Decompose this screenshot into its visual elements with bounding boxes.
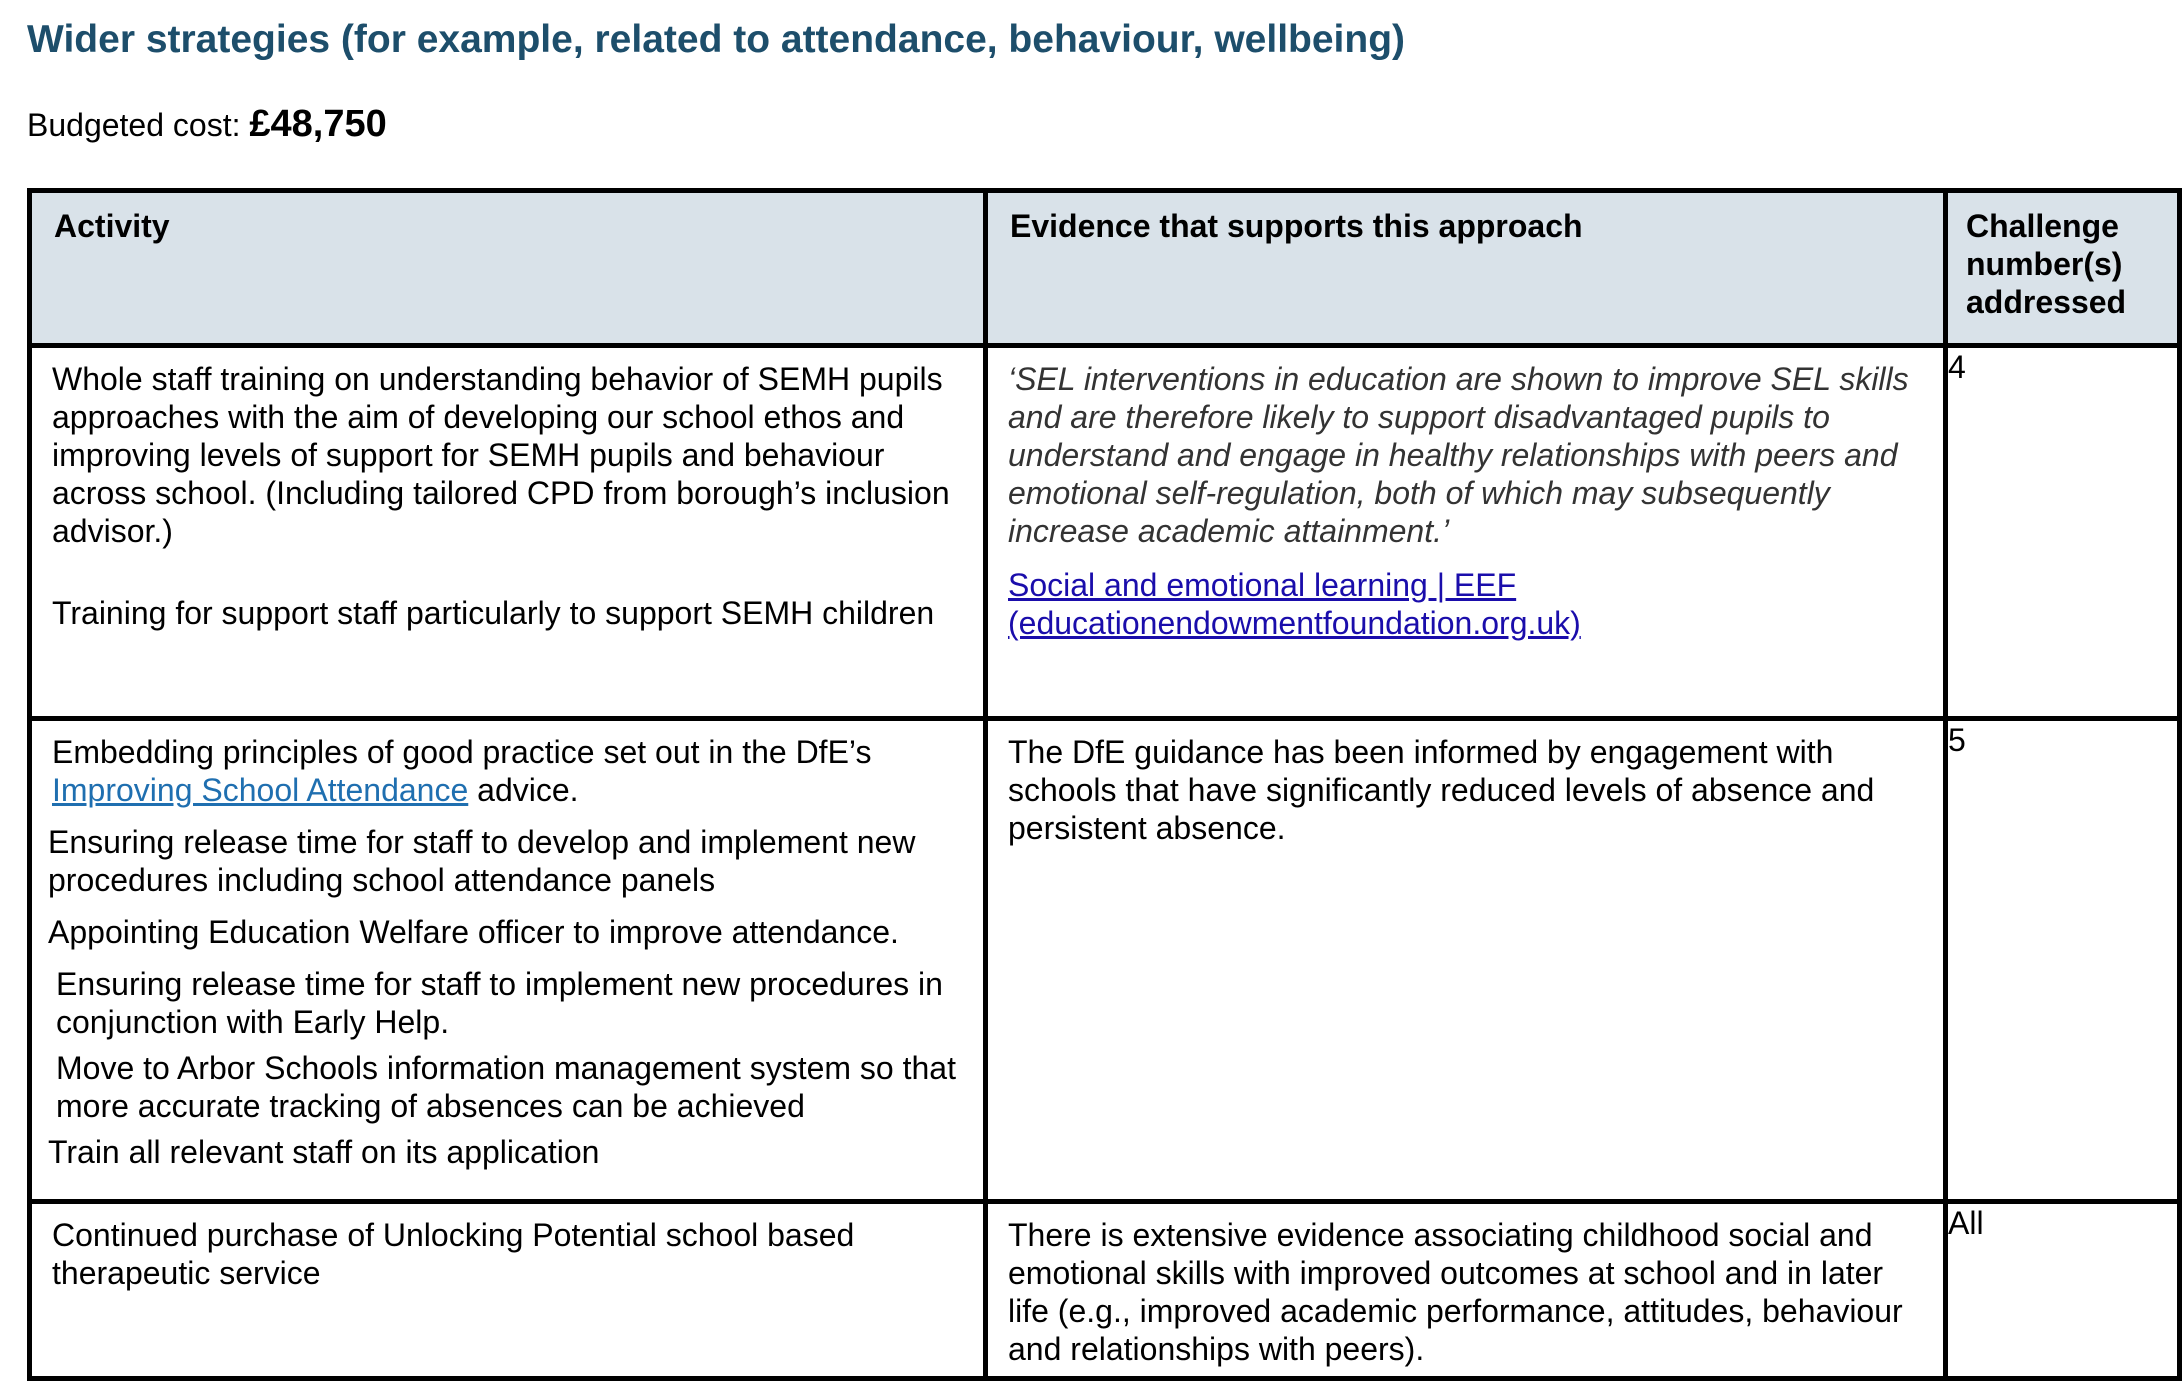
evidence-text: The DfE guidance has been informed by engagement with schools that have significantly reduced levels of absence and persistent absence. <box>1008 734 1875 846</box>
table-row <box>30 719 2180 1202</box>
improving-attendance-link[interactable]: Improving School Attendance <box>52 772 469 808</box>
activity-text: Appointing Education Welfare officer to improve attendance. <box>48 914 899 950</box>
strategies-table <box>27 188 2182 1381</box>
budget-line <box>27 103 387 146</box>
header-activity: Activity <box>30 191 986 346</box>
activity-cell <box>30 719 986 1202</box>
header-challenge <box>1946 191 2180 346</box>
activity-text-post: advice. <box>468 772 579 808</box>
table-header-row <box>30 191 2180 346</box>
table-row <box>30 1202 2180 1379</box>
evidence-text: There is extensive evidence associating childhood social and emotional skills with improved outcomes at school and in later life (e.g., improved academic performance, attitudes, behaviour and relationships with peers). <box>1008 1217 1903 1367</box>
activity-text-pre: Embedding principles of good practice set out in the DfE’s <box>52 734 872 770</box>
activity-text: Ensuring release time for staff to implement new procedures in conjunction with Early Help. <box>56 966 943 1040</box>
activity-text <box>52 733 963 809</box>
header-evidence: Evidence that supports this approach <box>986 191 1946 346</box>
activity-cell <box>30 346 986 719</box>
table-row <box>30 346 2180 719</box>
evidence-cell <box>986 346 1946 719</box>
header-challenge-line: addressed <box>1966 284 2127 320</box>
activity-text: Training for support staff particularly to support SEMH children <box>52 595 935 631</box>
evidence-quote: ‘SEL interventions in education are shown to improve SEL skills and are therefore likely to support disadvantaged pupils to understand and engage in healthy relationships with peers and emotional self-regulation, both of which may subsequently increase academic attainment.’ <box>1008 361 1909 549</box>
budget-label: Budgeted cost: <box>27 107 241 143</box>
header-challenge-line: Challenge <box>1966 208 2119 244</box>
eef-link-line[interactable]: (educationendowmentfoundation.org.uk) <box>1008 605 1581 641</box>
activity-text: Whole staff training on understanding behavior of SEMH pupils approaches with the aim of developing our school ethos and improving levels of support for SEMH pupils and behaviour across school. (Including tailored CPD from borough’s inclusion advisor.) <box>52 361 950 549</box>
challenge-cell: 4 <box>1946 346 2180 719</box>
activity-cell <box>30 1202 986 1379</box>
eef-link-line[interactable]: Social and emotional learning | EEF <box>1008 567 1517 603</box>
budget-amount: £48,750 <box>249 103 387 145</box>
activity-text: Move to Arbor Schools information management system so that more accurate tracking of absences can be achieved <box>56 1050 956 1124</box>
header-challenge-line: number(s) <box>1966 246 2123 282</box>
evidence-cell <box>986 719 1946 1202</box>
section-heading: Wider strategies (for example, related to attendance, behaviour, wellbeing) <box>27 18 1406 61</box>
activity-text: Ensuring release time for staff to develop and implement new procedures including school attendance panels <box>48 824 916 898</box>
challenge-cell: All <box>1946 1202 2180 1379</box>
evidence-cell <box>986 1202 1946 1379</box>
challenge-cell: 5 <box>1946 719 2180 1202</box>
activity-text: Continued purchase of Unlocking Potential school based therapeutic service <box>52 1217 855 1291</box>
eef-link[interactable] <box>1008 566 1923 642</box>
activity-text: Train all relevant staff on its application <box>48 1134 600 1170</box>
